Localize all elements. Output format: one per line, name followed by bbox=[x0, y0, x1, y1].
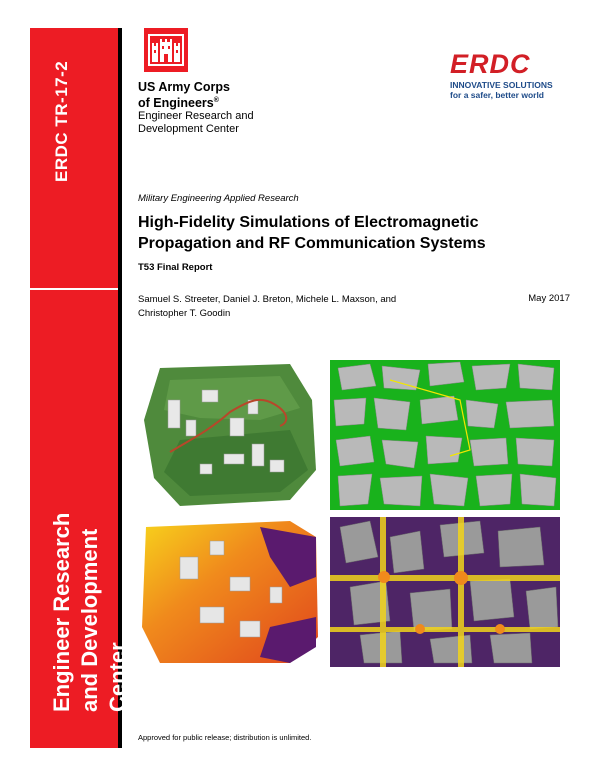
sidebar-divider bbox=[30, 288, 118, 290]
report-title-line1: High-Fidelity Simulations of Electromagnetic bbox=[138, 214, 479, 231]
urban-signal-3d-image bbox=[330, 517, 560, 667]
usace-line3: Engineer Research and bbox=[138, 110, 254, 123]
report-subtitle: T53 Final Report bbox=[138, 262, 213, 273]
release-statement: Approved for public release; distribution is unlimited. bbox=[138, 733, 312, 742]
authors-line1: Samuel S. Streeter, Daniel J. Breton, Michele L. Maxson, and bbox=[138, 294, 397, 305]
usace-line4: Development Center bbox=[138, 123, 239, 136]
erdc-logo bbox=[450, 50, 580, 100]
usace-name-block bbox=[138, 80, 254, 136]
erdc-tagline-1: INNOVATIVE SOLUTIONS bbox=[450, 80, 553, 90]
terrain-simulation-image bbox=[140, 360, 320, 510]
usace-line2: of Engineers bbox=[138, 96, 214, 111]
urban-map-image bbox=[330, 360, 560, 510]
erdc-wordmark: ERDC bbox=[450, 49, 531, 79]
usace-line1: US Army Corps bbox=[138, 80, 230, 94]
usace-castle-logo bbox=[144, 28, 188, 72]
signal-heatmap-image bbox=[140, 517, 320, 667]
registered-mark: ® bbox=[213, 97, 219, 104]
authors-line2: Christopher T. Goodin bbox=[138, 308, 231, 319]
report-date: May 2017 bbox=[528, 293, 570, 304]
report-series: Military Engineering Applied Research bbox=[138, 193, 299, 204]
sidebar-title: Engineer Research and Development Center bbox=[49, 512, 130, 712]
report-number: ERDC TR-17-2 bbox=[52, 60, 71, 182]
report-title-line2: Propagation and RF Communication Systems bbox=[138, 235, 486, 252]
report-authors bbox=[138, 293, 458, 321]
report-title bbox=[138, 212, 578, 254]
erdc-tagline-2: for a safer, better world bbox=[450, 90, 544, 100]
